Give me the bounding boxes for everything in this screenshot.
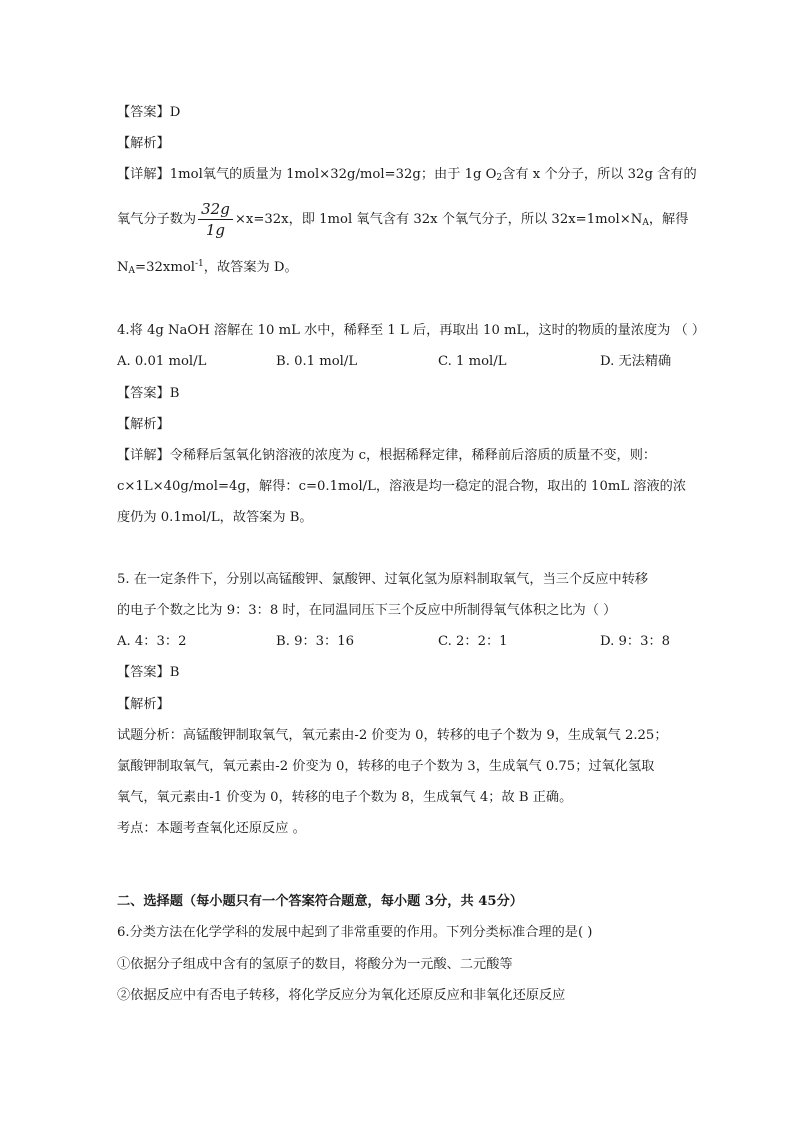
- q4-option-b: B. 0.1 mol/L: [276, 354, 358, 369]
- q4-analysis-label: 【解析】: [117, 417, 170, 432]
- q3-detail-line2: 氧气分子数为 $\frac{32g}{1g}$ ×x=32x，即 1mol 氧气含有 32x 个氧气分子，所以 $32x=1mol\times N_A$，解得: [117, 200, 689, 239]
- q4-stem: 4.将 4g NaOH 溶解在 10 mL 水中，稀释至 1 L 后，再取出 10 mL，这时的物质的量浓度为 （ ）: [117, 323, 706, 338]
- section-heading: 二、选择题（每小题只有一个答案符合题意，每小题 3分，共 45分）: [117, 894, 523, 909]
- q5-detail-line1: 试题分析：高锰酸钾制取氧气，氧元素由-2 价变为 0，转移的电子个数为 9，生成氧气 2.25；: [117, 728, 668, 743]
- q5-option-c: C. 2：2：1: [438, 634, 508, 649]
- q6-stem: 6.分类方法在化学学科的发展中起到了非常重要的作用。下列分类标准合理的是( ): [117, 925, 593, 940]
- q4-option-a: A. 0.01 mol/L: [117, 354, 207, 369]
- q3-analysis-label: 【解析】: [117, 136, 170, 151]
- q6-item-2: ②依据反应中有否电子转移，将化学反应分为氧化还原反应和非氧化还原反应: [117, 988, 566, 1003]
- q3-detail-line3: $N_A=32xmol^{-1}$，故答案为 D。: [117, 259, 298, 276]
- q5-analysis-label: 【解析】: [117, 697, 170, 712]
- q3-answer: 【答案】D: [117, 105, 181, 120]
- q5-stem-line2: 的电子个数之比为 9：3：8 时，在同温同压下三个反应中所制得氧气体积之比为（ ）: [117, 603, 617, 618]
- q3-detail-line1: 【详解】1mol氧气的质量为 1mol×32g/mol=32g；由于 1g $O_2$含有 x 个分子，所以 32g 含有的: [117, 167, 697, 183]
- q4-option-d: D. 无法精确: [600, 354, 672, 369]
- q5-answer: 【答案】B: [117, 665, 180, 680]
- q5-option-b: B. 9：3：16: [276, 634, 355, 649]
- q4-option-c: C. 1 mol/L: [438, 354, 507, 369]
- q4-detail-line2: c×1L×40g/mol=4g，解得：c=0.1mol/L，溶液是均一稳定的混合物，取出的 10mL 溶液的浓: [117, 479, 687, 494]
- q6-item-1: ①依据分子组成中含有的氢原子的数目，将酸分为一元酸、二元酸等: [117, 957, 513, 972]
- q5-option-a: A. 4：3：2: [117, 634, 187, 649]
- q5-option-d: D. 9：3：8: [600, 634, 671, 649]
- q5-stem-line1: 5. 在一定条件下，分别以高锰酸钾、氯酸钾、过氧化氢为原料制取氧气，当三个反应中转移: [117, 572, 649, 587]
- q5-kaodian: 考点：本题考查氧化还原反应 。: [117, 821, 306, 836]
- q4-detail-line1: 【详解】令稀释后氢氧化钠溶液的浓度为 c，根据稀释定律，稀释前后溶质的质量不变，则：: [117, 448, 657, 463]
- q5-detail-line2: 氯酸钾制取氧气，氧元素由-2 价变为 0，转移的电子个数为 3，生成氧气 0.75；过氧化氢取: [117, 759, 655, 774]
- q5-detail-line3: 氧气，氧元素由-1 价变为 0，转移的电子个数为 8，生成氧气 4；故 B 正确。: [117, 790, 573, 805]
- fraction: $\frac{32g}{1g}$: [198, 199, 233, 240]
- q4-answer: 【答案】B: [117, 386, 180, 401]
- q4-detail-line3: 度仍为 0.1mol/L，故答案为 B。: [117, 510, 313, 525]
